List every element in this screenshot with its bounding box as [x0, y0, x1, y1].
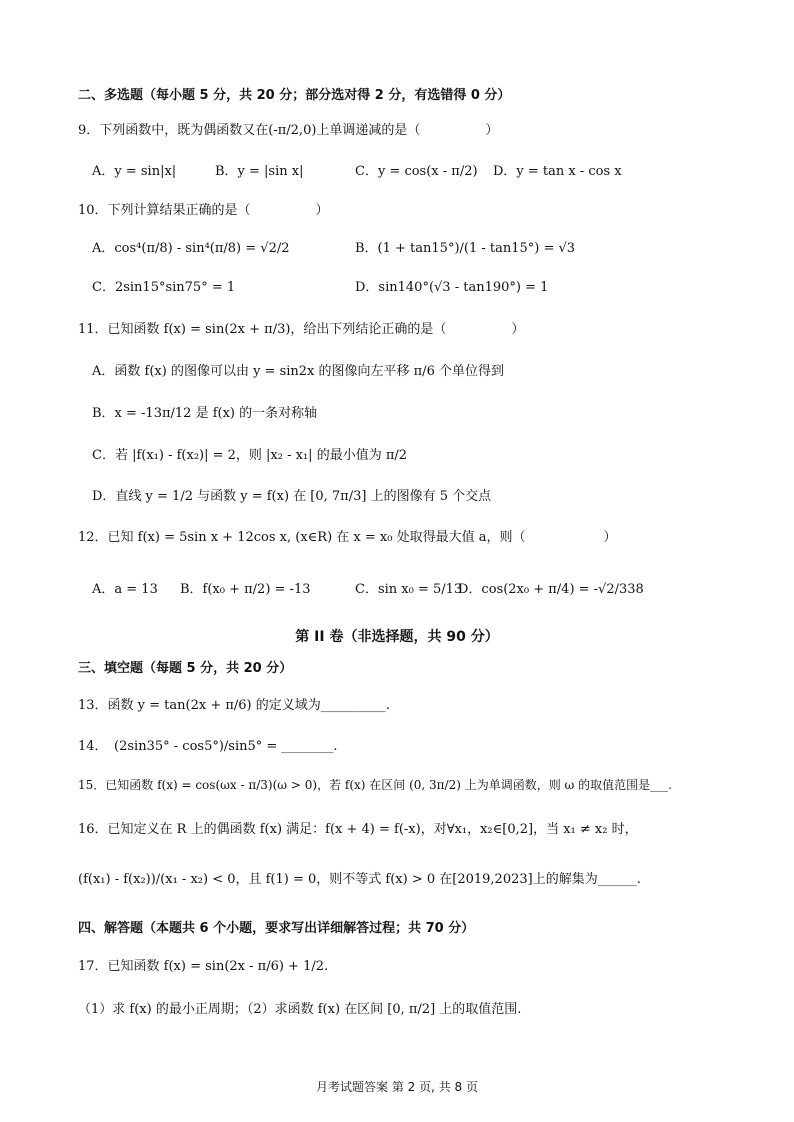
q11-option-d: D．直线 y = 1/2 与函数 y = f(x) 在 [0, 7π/3] 上的图像有 5 个交点 — [92, 489, 492, 504]
q10-option-a: A．cos⁴(π/8) - sin⁴(π/8) = √2/2 — [92, 241, 290, 256]
question-11-stem: 11．已知函数 f(x) = sin(2x + π/3)，给出下列结论正确的是（ ） — [78, 322, 525, 337]
question-14: 14． (2sin35° - cos5°)/sin5° = ________. — [78, 739, 338, 754]
section4-heading: 四、解答题（本题共 6 个小题，要求写出详细解答过程；共 70 分） — [78, 921, 475, 936]
section2-heading: 二、多选题（每小题 5 分，共 20 分；部分选对得 2 分，有选错得 0 分） — [78, 88, 511, 103]
section3-heading: 三、填空题（每题 5 分，共 20 分） — [78, 661, 293, 676]
q11-option-a: A．函数 f(x) 的图像可以由 y = sin2x 的图像向左平移 π/6 个单位得到 — [92, 364, 504, 379]
question-16-line-1: 16．已知定义在 R 上的偶函数 f(x) 满足：f(x + 4) = f(-x)，对∀x₁，x₂∈[0,2]，当 x₁ ≠ x₂ 时， — [78, 822, 638, 837]
question-13: 13．函数 y = tan(2x + π/6) 的定义域为__________. — [78, 698, 390, 713]
question-17-stem: 17．已知函数 f(x) = sin(2x - π/6) + 1/2. — [78, 959, 329, 974]
question-12-stem: 12．已知 f(x) = 5sin x + 12cos x, (x∈R) 在 x = x₀ 处取得最大值 a，则（ ） — [78, 530, 617, 545]
q10-option-b: B．(1 + tan15°)/(1 - tan15°) = √3 — [355, 241, 576, 256]
q12-option-a: A．a = 13 — [92, 582, 158, 597]
q10-option-d: D．sin140°(√3 - tan190°) = 1 — [355, 280, 549, 295]
question-15: 15．已知函数 f(x) = cos(ωx - π/3)(ω > 0)，若 f(x) 在区间 (0, 3π/2) 上为单调函数，则 ω 的取值范围是___. — [78, 778, 672, 792]
question-17-parts: （1）求 f(x) 的最小正周期；（2）求函数 f(x) 在区间 [0, π/2] 上的取值范围. — [78, 1002, 522, 1017]
page-footer: 月考试题答案 第 2 页, 共 8 页 — [316, 1080, 478, 1094]
q9-option-d: D．y = tan x - cos x — [493, 164, 622, 179]
q12-option-d: D．cos(2x₀ + π/4) = -√2/338 — [458, 582, 644, 597]
question-16-line-2: (f(x₁) - f(x₂))/(x₁ - x₂) < 0，且 f(1) = 0，则不等式 f(x) > 0 在[2019,2023]上的解集为______. — [78, 872, 641, 887]
q9-option-c: C．y = cos(x - π/2) — [355, 164, 478, 179]
q11-option-c: C．若 |f(x₁) - f(x₂)| = 2，则 |x₂ - x₁| 的最小值为 π/2 — [92, 448, 408, 463]
q12-option-c: C．sin x₀ = 5/13 — [355, 582, 463, 597]
part-2-title: 第 II 卷（非选择题，共 90 分） — [295, 629, 499, 645]
q10-option-c: C．2sin15°sin75° = 1 — [92, 280, 236, 295]
q12-option-b: B．f(x₀ + π/2) = -13 — [180, 582, 311, 597]
question-10-stem: 10．下列计算结果正确的是（ ） — [78, 203, 329, 218]
q11-option-b: B．x = -13π/12 是 f(x) 的一条对称轴 — [92, 406, 318, 421]
q9-option-a: A．y = sin|x| — [92, 164, 177, 179]
question-9-stem: 9．下列函数中，既为偶函数又在(-π/2,0)上单调递减的是（ ） — [78, 123, 499, 138]
q9-option-b: B．y = |sin x| — [215, 164, 304, 179]
